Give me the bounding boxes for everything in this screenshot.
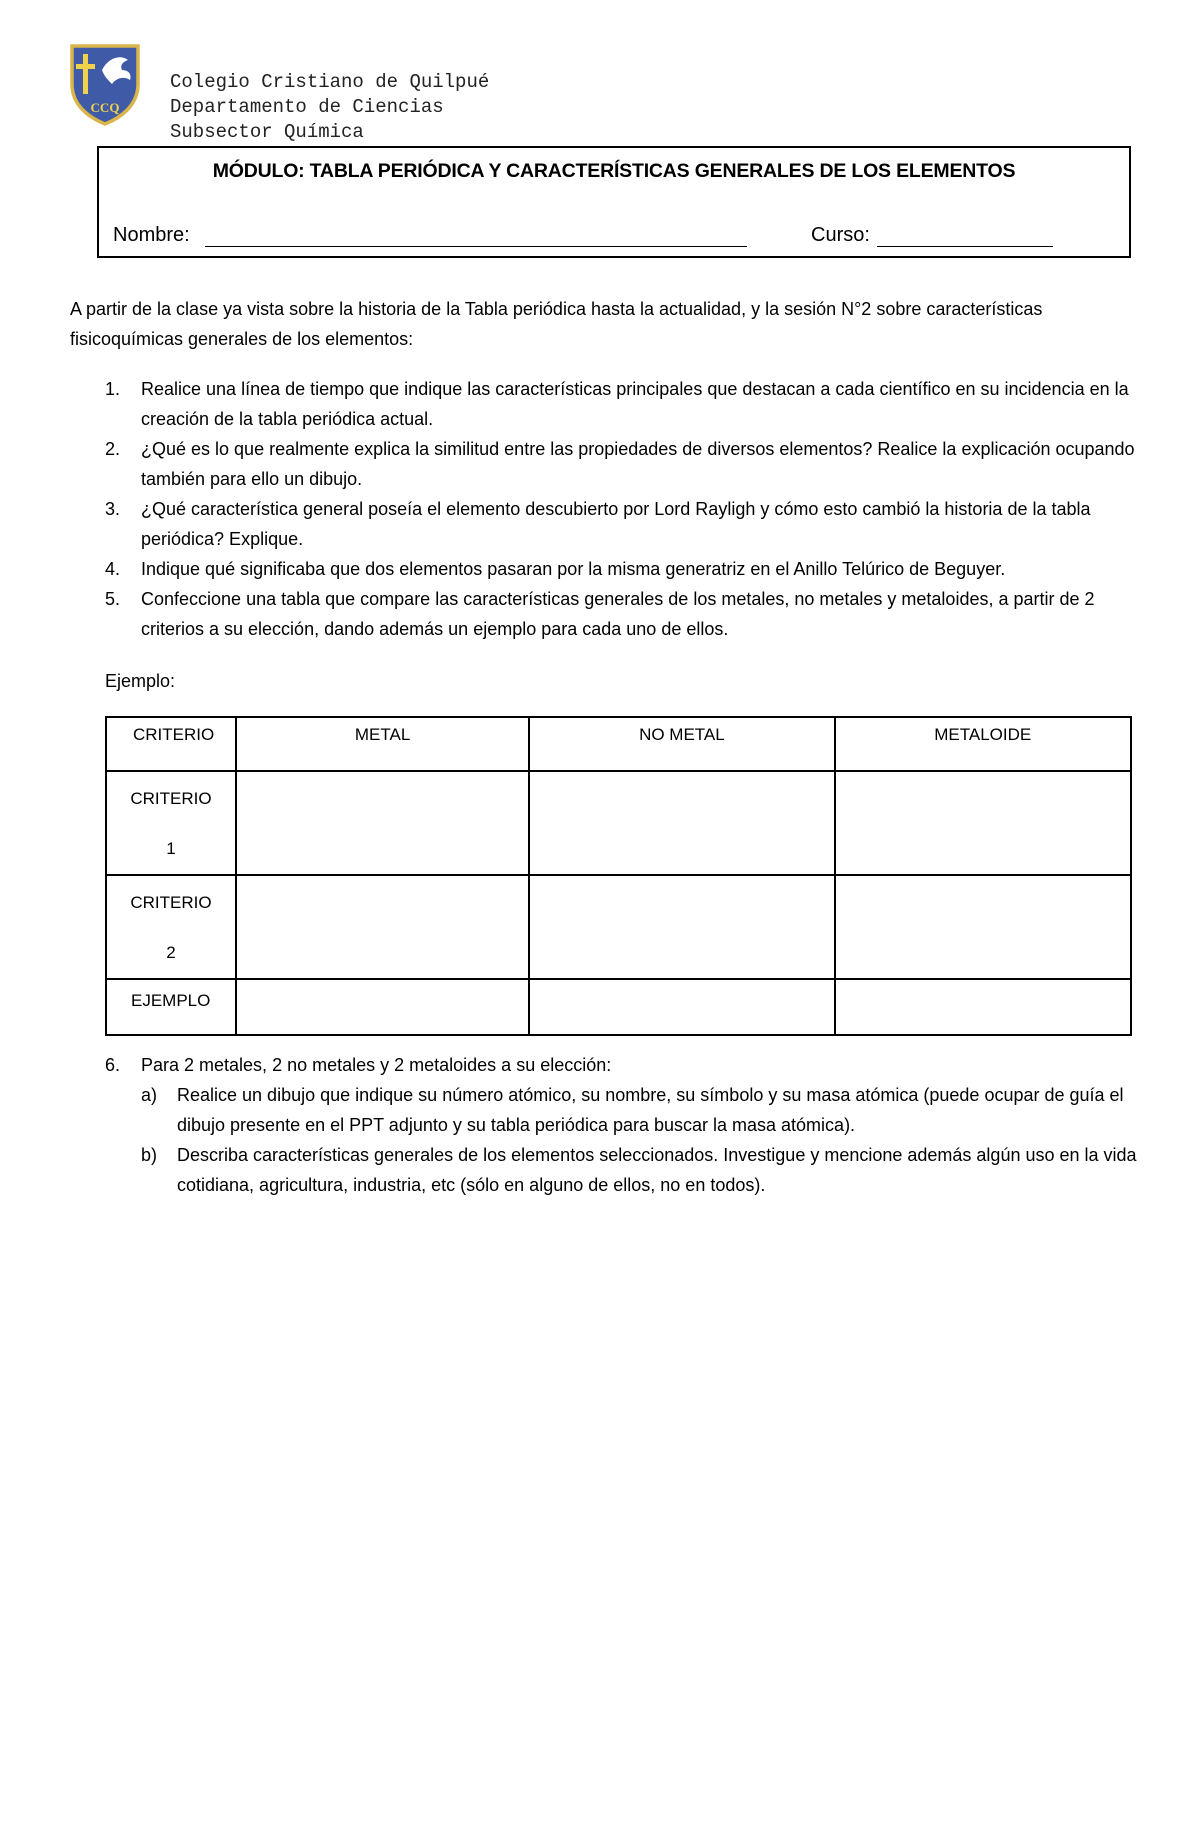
table-row — [106, 875, 1131, 979]
question-item — [105, 434, 1145, 494]
school-header — [170, 70, 489, 145]
table-header-row — [106, 717, 1131, 771]
question-number: 4. — [105, 559, 121, 579]
name-label: Nombre: — [113, 224, 190, 246]
sub-item-text: Describa características generales de los elementos seleccionados. Investigue y mencione además algún uso en la vida cotidiana, agricultura, industria, etc (sólo en alguno de ellos, no en todos). — [177, 1145, 1137, 1195]
question-item — [105, 494, 1145, 554]
question-text: Realice una línea de tiempo que indique las características principales que destacan a cada científico en su incidencia en la creación de la tabla periódica actual. — [141, 379, 1129, 429]
question-text: Para 2 metales, 2 no metales y 2 metaloides a su elección: — [141, 1055, 612, 1075]
school-name: Colegio Cristiano de Quilpué — [170, 71, 490, 93]
answer-cell[interactable] — [835, 979, 1131, 1035]
question-number: 2. — [105, 439, 121, 459]
course-label: Curso: — [811, 224, 870, 246]
answer-cell[interactable] — [835, 771, 1131, 875]
module-title: MÓDULO: TABLA PERIÓDICA Y CARACTERÍSTICAS GENERALES DE LOS ELEMENTOS — [212, 160, 1016, 182]
question-list — [105, 374, 1145, 644]
question-text: Confeccione una tabla que compare las características generales de los metales, no metales y metaloides, a partir de 2 criterios a su elección, dando además un ejemplo para cada uno de ellos. — [141, 589, 1095, 639]
school-crest-icon — [68, 40, 142, 126]
sub-item — [105, 1080, 1145, 1140]
question-number: 6. — [105, 1055, 121, 1075]
sub-item-letter: b) — [141, 1145, 158, 1165]
answer-cell[interactable] — [529, 979, 834, 1035]
question-text: Indique qué significaba que dos elementos pasaran por la misma generatriz en el Anillo Telúrico de Beguyer. — [141, 559, 1006, 579]
row-label-line2: 1 — [166, 839, 176, 858]
header-criterio: CRITERIO — [106, 717, 236, 771]
row-label-line1: CRITERIO — [130, 789, 212, 808]
question-item — [105, 584, 1145, 644]
intro-paragraph: A partir de la clase ya vista sobre la historia de la Tabla periódica hasta la actualidad, y la sesión N°2 sobre características fisicoquímicas generales de los elementos: — [70, 299, 1043, 349]
department-name: Departamento de Ciencias — [170, 96, 444, 118]
answer-cell[interactable] — [529, 771, 834, 875]
header-no-metal: NO METAL — [529, 717, 834, 771]
answer-cell[interactable] — [236, 771, 529, 875]
row-label-line1: CRITERIO — [130, 893, 212, 912]
name-blank-line[interactable] — [205, 246, 747, 247]
subject-name: Subsector Química — [170, 121, 364, 143]
row-label-line2: 2 — [166, 943, 176, 962]
table-row — [106, 979, 1131, 1035]
sub-item-text: Realice un dibujo que indique su número atómico, su nombre, su símbolo y su masa atómica (puede ocupar de guía el dibujo presente en el PPT adjunto y su tabla periódica para buscar la masa atómica). — [177, 1085, 1124, 1135]
criteria-table — [105, 716, 1132, 1036]
question-item — [105, 374, 1145, 434]
sub-item-letter: a) — [141, 1085, 158, 1105]
svg-text:CCQ: CCQ — [90, 100, 120, 115]
title-box — [97, 146, 1131, 258]
row-label — [106, 771, 236, 875]
row-label: EJEMPLO — [106, 979, 236, 1035]
row-label — [106, 875, 236, 979]
question-item — [105, 1050, 1145, 1080]
question-item — [105, 554, 1145, 584]
answer-cell[interactable] — [236, 875, 529, 979]
answer-cell[interactable] — [529, 875, 834, 979]
sub-item — [105, 1140, 1145, 1200]
header-metaloide: METALOIDE — [835, 717, 1131, 771]
table-row — [106, 771, 1131, 875]
question-number: 3. — [105, 499, 121, 519]
question-number: 1. — [105, 379, 121, 399]
question-number: 5. — [105, 589, 121, 609]
question-text: ¿Qué característica general poseía el elemento descubierto por Lord Rayligh y cómo esto cambió la historia de la tabla periódica? Explique. — [141, 499, 1091, 549]
question-text: ¿Qué es lo que realmente explica la similitud entre las propiedades de diversos elementos? Realice la explicación ocupando también para ello un dibujo. — [141, 439, 1135, 489]
course-blank-line[interactable] — [877, 246, 1053, 247]
example-label: Ejemplo: — [105, 671, 176, 691]
question-6 — [105, 1050, 1145, 1200]
answer-cell[interactable] — [236, 979, 529, 1035]
answer-cell[interactable] — [835, 875, 1131, 979]
header-metal: METAL — [236, 717, 529, 771]
